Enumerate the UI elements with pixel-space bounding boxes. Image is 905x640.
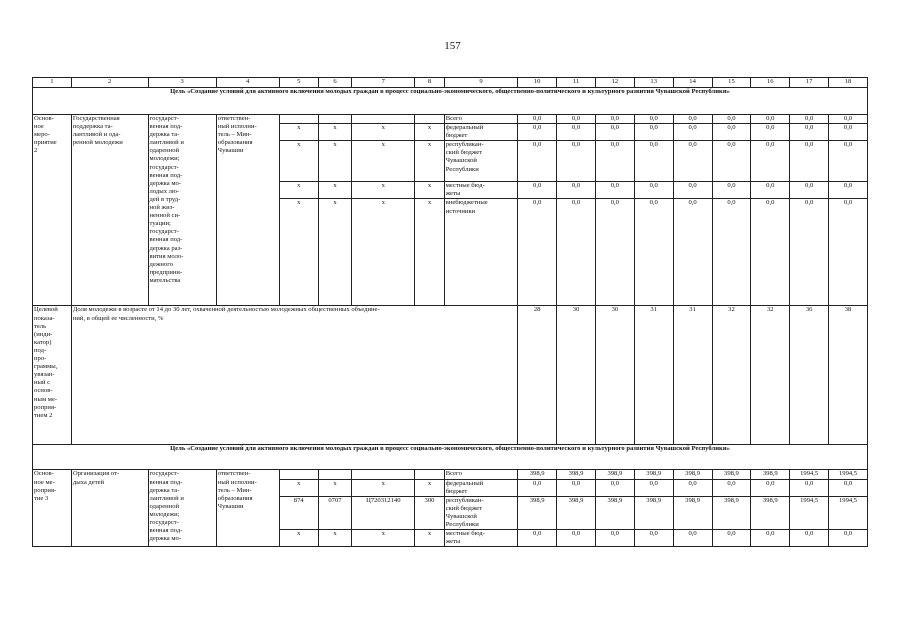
value-cell: 0,0 <box>634 115 673 124</box>
value-cell: 0,0 <box>595 124 634 141</box>
value-cell: 0,0 <box>673 530 712 547</box>
value-cell: 0,0 <box>634 141 673 182</box>
code-cell: x <box>279 199 318 306</box>
value-cell: 0,0 <box>790 115 829 124</box>
code-cell: x <box>415 199 444 306</box>
value-cell: 398,9 <box>673 470 712 479</box>
value-cell: 30 <box>557 306 596 445</box>
value-cell: 0,0 <box>595 479 634 496</box>
value-cell: 0,0 <box>634 479 673 496</box>
value-cell: 0,0 <box>829 182 868 199</box>
value-cell: 0,0 <box>634 199 673 306</box>
header-cell: 7 <box>352 78 415 88</box>
goal-row <box>33 88 868 115</box>
funding-source: местные бюд- жеты <box>444 182 518 199</box>
value-cell: 398,9 <box>751 470 790 479</box>
code-cell: x <box>318 199 352 306</box>
indicator-row <box>33 306 868 445</box>
value-cell: 0,0 <box>673 115 712 124</box>
value-cell: 0,0 <box>595 115 634 124</box>
value-cell: 0,0 <box>712 141 751 182</box>
header-cell: 2 <box>71 78 148 88</box>
code-cell: x <box>352 182 415 199</box>
value-cell: 38 <box>829 306 868 445</box>
value-cell: 398,9 <box>634 496 673 529</box>
code-cell: 0707 <box>318 496 352 529</box>
value-cell: 36 <box>790 306 829 445</box>
code-cell: x <box>318 479 352 496</box>
value-cell: 398,9 <box>634 470 673 479</box>
value-cell: 0,0 <box>829 115 868 124</box>
code-cell <box>279 470 318 479</box>
header-cell: 9 <box>444 78 518 88</box>
header-cell: 16 <box>751 78 790 88</box>
table-row <box>33 115 868 124</box>
header-cell: 4 <box>216 78 279 88</box>
value-cell: 0,0 <box>673 182 712 199</box>
event-executor: ответствен- ный исполни- тель – Мин- образования Чувашии <box>216 470 279 547</box>
funding-source: федеральный бюджет <box>444 479 518 496</box>
code-cell: x <box>415 124 444 141</box>
value-cell: 0,0 <box>673 124 712 141</box>
funding-source: республикан- ский бюджет Чувашской Республики <box>444 141 518 182</box>
header-cell: 13 <box>634 78 673 88</box>
code-cell: x <box>415 530 444 547</box>
value-cell: 0,0 <box>751 479 790 496</box>
value-cell: 398,9 <box>557 470 596 479</box>
code-cell: 300 <box>415 496 444 529</box>
code-cell: x <box>318 141 352 182</box>
value-cell: 1994,5 <box>790 496 829 529</box>
goal-row <box>33 445 868 470</box>
header-cell: 3 <box>148 78 216 88</box>
value-cell: 0,0 <box>595 199 634 306</box>
code-cell: 874 <box>279 496 318 529</box>
code-cell: x <box>279 479 318 496</box>
code-cell: x <box>352 124 415 141</box>
funding-source: Всего <box>444 470 518 479</box>
value-cell: 0,0 <box>751 124 790 141</box>
header-cell: 6 <box>318 78 352 88</box>
value-cell: 0,0 <box>712 530 751 547</box>
code-cell: x <box>415 141 444 182</box>
code-cell <box>318 115 352 124</box>
goal-heading: Цель «Создание условий для активного включения молодых граждан в процесс социально-экономического, общественно-политического и культурного развития Чувашской Республики» <box>33 88 868 115</box>
value-cell: 0,0 <box>751 115 790 124</box>
program-table <box>32 77 868 547</box>
value-cell: 0,0 <box>634 530 673 547</box>
value-cell: 398,9 <box>712 496 751 529</box>
value-cell: 0,0 <box>751 530 790 547</box>
value-cell: 0,0 <box>518 199 557 306</box>
value-cell: 30 <box>595 306 634 445</box>
page-number: 157 <box>444 40 461 52</box>
code-cell: x <box>352 199 415 306</box>
value-cell: 0,0 <box>595 530 634 547</box>
event-tasks: государст- венная под- держка та- лантливой и одаренной молодежи; государст- венная под- держка мо- лодых лю- дей в труд- ной жиз- ненной си- туации; государст- венная под- держка раз- вития моло- дежного предприни- мательства <box>148 115 216 306</box>
value-cell: 398,9 <box>673 496 712 529</box>
value-cell: 0,0 <box>790 199 829 306</box>
code-cell <box>352 115 415 124</box>
value-cell: 0,0 <box>751 199 790 306</box>
code-cell: x <box>415 182 444 199</box>
code-cell <box>279 115 318 124</box>
value-cell: 1994,5 <box>829 496 868 529</box>
code-cell: Ц720312140 <box>352 496 415 529</box>
code-cell: x <box>352 479 415 496</box>
value-cell: 0,0 <box>751 182 790 199</box>
code-cell <box>352 470 415 479</box>
header-cell: 11 <box>557 78 596 88</box>
value-cell: 0,0 <box>595 141 634 182</box>
code-cell: x <box>415 479 444 496</box>
header-cell: 18 <box>829 78 868 88</box>
header-cell: 10 <box>518 78 557 88</box>
value-cell: 398,9 <box>751 496 790 529</box>
header-row <box>33 78 868 88</box>
event-title: Организация от- дыха детей <box>71 470 148 547</box>
value-cell: 0,0 <box>595 182 634 199</box>
value-cell: 0,0 <box>712 182 751 199</box>
code-cell: x <box>279 182 318 199</box>
code-cell: x <box>318 530 352 547</box>
value-cell: 0,0 <box>829 530 868 547</box>
value-cell: 0,0 <box>712 199 751 306</box>
header-cell: 17 <box>790 78 829 88</box>
code-cell: x <box>318 182 352 199</box>
value-cell: 32 <box>751 306 790 445</box>
value-cell: 0,0 <box>518 530 557 547</box>
funding-source: внебюджетные источники <box>444 199 518 306</box>
value-cell: 0,0 <box>518 115 557 124</box>
value-cell: 398,9 <box>595 496 634 529</box>
funding-source: Всего <box>444 115 518 124</box>
value-cell: 0,0 <box>829 479 868 496</box>
value-cell: 28 <box>518 306 557 445</box>
funding-source: местные бюд- жеты <box>444 530 518 547</box>
event-tasks: государст- венная под- держка та- лантливой и одаренной молодежи; государст- венная под- держка мо- <box>148 470 216 547</box>
value-cell: 0,0 <box>790 479 829 496</box>
value-cell: 0,0 <box>673 479 712 496</box>
code-cell <box>318 470 352 479</box>
value-cell: 0,0 <box>829 141 868 182</box>
value-cell: 0,0 <box>557 182 596 199</box>
code-cell: x <box>352 530 415 547</box>
code-cell <box>415 115 444 124</box>
value-cell: 0,0 <box>712 115 751 124</box>
value-cell: 0,0 <box>751 141 790 182</box>
code-cell: x <box>279 124 318 141</box>
event-title: Государственная поддержка та- лантливой и ода- ренной молодежи <box>71 115 148 306</box>
header-cell: 8 <box>415 78 444 88</box>
value-cell: 0,0 <box>557 530 596 547</box>
value-cell: 32 <box>712 306 751 445</box>
code-cell: x <box>279 141 318 182</box>
value-cell: 1994,5 <box>829 470 868 479</box>
value-cell: 0,0 <box>557 199 596 306</box>
value-cell: 0,0 <box>790 530 829 547</box>
header-cell: 5 <box>279 78 318 88</box>
value-cell: 398,9 <box>557 496 596 529</box>
value-cell: 0,0 <box>673 199 712 306</box>
funding-source: республикан- ский бюджет Чувашской Республики <box>444 496 518 529</box>
header-cell: 15 <box>712 78 751 88</box>
value-cell: 0,0 <box>518 182 557 199</box>
value-cell: 0,0 <box>673 141 712 182</box>
value-cell: 0,0 <box>712 479 751 496</box>
value-cell: 0,0 <box>557 479 596 496</box>
goal-heading: Цель «Создание условий для активного включения молодых граждан в процесс социально-экономического, общественно-политического и культурного развития Чувашской Республики» <box>33 445 868 470</box>
value-cell: 398,9 <box>518 496 557 529</box>
value-cell: 31 <box>634 306 673 445</box>
value-cell: 1994,5 <box>790 470 829 479</box>
code-cell: x <box>279 530 318 547</box>
indicator-text: Доля молодежи в возрасте от 14 до 30 лет, охваченной деятельностью молодежных общественных объедине- ний, в общей ее численности, % <box>71 306 517 445</box>
value-cell: 0,0 <box>634 182 673 199</box>
value-cell: 0,0 <box>557 124 596 141</box>
value-cell: 0,0 <box>829 124 868 141</box>
value-cell: 0,0 <box>790 124 829 141</box>
value-cell: 0,0 <box>557 115 596 124</box>
event-executor: ответствен- ный исполни- тель – Мин- образования Чувашии <box>216 115 279 306</box>
table-row <box>33 470 868 479</box>
value-cell: 398,9 <box>712 470 751 479</box>
code-cell <box>415 470 444 479</box>
value-cell: 0,0 <box>557 141 596 182</box>
value-cell: 0,0 <box>712 124 751 141</box>
value-cell: 0,0 <box>790 141 829 182</box>
event-type: Основ- ное ме- роприя- тие 3 <box>33 470 72 547</box>
code-cell: x <box>352 141 415 182</box>
header-cell: 12 <box>595 78 634 88</box>
value-cell: 398,9 <box>518 470 557 479</box>
funding-source: федеральный бюджет <box>444 124 518 141</box>
value-cell: 0,0 <box>634 124 673 141</box>
event-type: Основ- ное меро- приятие 2 <box>33 115 72 306</box>
value-cell: 0,0 <box>518 124 557 141</box>
value-cell: 0,0 <box>518 479 557 496</box>
value-cell: 0,0 <box>829 199 868 306</box>
value-cell: 398,9 <box>595 470 634 479</box>
header-cell: 14 <box>673 78 712 88</box>
indicator-label: Целевой показа- тель (инди- катор) под- про- граммы, увязан- ный с основ- ным ме- роприя- тием 2 <box>33 306 72 445</box>
value-cell: 0,0 <box>790 182 829 199</box>
code-cell: x <box>318 124 352 141</box>
value-cell: 0,0 <box>518 141 557 182</box>
value-cell: 31 <box>673 306 712 445</box>
header-cell: 1 <box>33 78 72 88</box>
